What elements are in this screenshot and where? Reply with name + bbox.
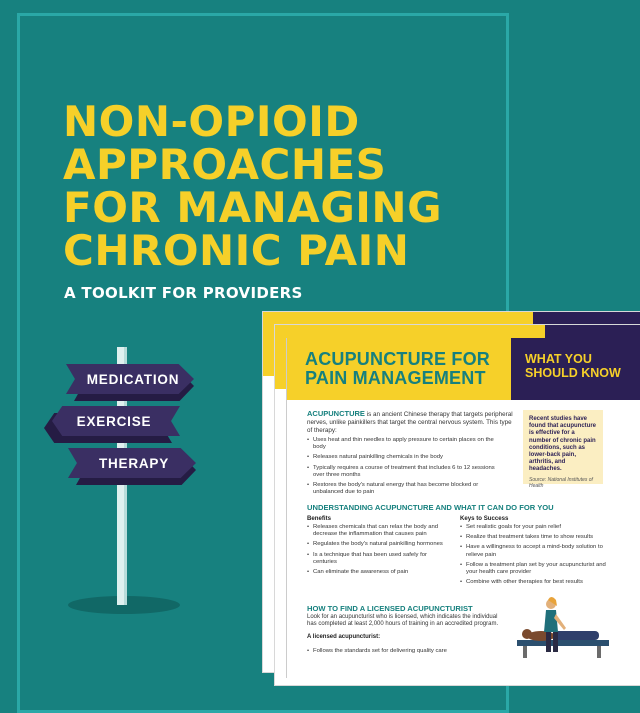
benefits-heading: Benefits <box>307 515 332 522</box>
list-item: • Releases chemicals that can relax the body and decrease the inflammation that causes pain <box>307 524 447 538</box>
sign-exercise <box>52 406 180 436</box>
callout-source: Source: National Institutes of Health <box>529 476 593 489</box>
list-item: • Releases natural painkilling chemicals in the body <box>307 454 507 461</box>
licensed-list <box>307 648 507 658</box>
doc-side-bar <box>511 338 640 400</box>
find-intro: Look for an acupuncturist who is licensed, which indicates the individual has completed at least 2,000 hours of training in an accredited program. <box>307 614 499 628</box>
list-item: • Restores the body's natural energy that has become blocked or unbalanced due to pain <box>307 482 507 496</box>
doc-title-line: PAIN MANAGEMENT <box>305 368 486 388</box>
acupuncture-document <box>287 338 640 678</box>
cover-title-line: FOR MANAGING <box>63 183 443 232</box>
doc-side-heading <box>525 352 621 380</box>
list-item: • Realize that treatment takes time to show results <box>460 534 610 541</box>
list-item: • Combine with other therapies for best results <box>460 579 610 586</box>
cover-title-line: APPROACHES <box>63 140 387 189</box>
list-item: • Uses heat and thin needles to apply pressure to certain places on the body <box>307 437 507 451</box>
benefits-list <box>307 524 447 579</box>
doc-title-bar <box>287 338 511 400</box>
cover-title-line: NON-OPIOID <box>63 97 360 146</box>
doc-title-line: ACUPUNCTURE FOR <box>305 349 490 369</box>
sign-label: THERAPY <box>98 455 170 471</box>
section-heading: UNDERSTANDING ACUPUNCTURE AND WHAT IT CAN DO FOR YOU <box>307 503 554 512</box>
list-item: • Regulates the body's natural painkilling hormones <box>307 541 447 548</box>
doc-intro <box>307 410 517 434</box>
sign-therapy <box>68 448 196 478</box>
intro-text: is an ancient Chinese therapy that targets peripheral nerves, unlike painkillers that target the central nervous system. This type of therapy: <box>307 411 513 434</box>
acupuncture-treatment-illustration <box>513 596 613 658</box>
list-item: • Typically requires a course of treatment that includes 6 to 12 sessions over three months <box>307 465 507 479</box>
callout-text: Recent studies have found that acupuncture is effective for a number of chronic pain conditions, such as lower-back pain, arthritis, and headaches. <box>529 416 596 473</box>
doc-side-heading-line: WHAT YOU <box>525 352 592 366</box>
cover-subtitle: A TOOLKIT FOR PROVIDERS <box>64 284 303 302</box>
sign-medication <box>66 364 194 394</box>
doc-side-heading-line: SHOULD KNOW <box>525 366 621 380</box>
sign-label: EXERCISE <box>76 413 152 429</box>
list-item: • Set realistic goals for your pain relief <box>460 524 610 531</box>
keys-heading: Keys to Success <box>460 515 509 522</box>
licensed-label: A licensed acupuncturist: <box>307 634 381 640</box>
list-item: • Is a technique that has been used safely for centuries <box>307 552 447 566</box>
cover-title-line: CHRONIC PAIN <box>63 226 410 275</box>
intro-bullets <box>307 437 507 499</box>
intro-keyword: ACUPUNCTURE <box>307 409 365 418</box>
list-item: • Follow a treatment plan set by your acupuncturist and your health care provider <box>460 562 610 576</box>
keys-list <box>460 524 610 589</box>
list-item: • Follows the standards set for delivering quality care <box>307 648 507 655</box>
sign-label: MEDICATION <box>86 371 180 387</box>
doc-title <box>305 350 490 388</box>
research-callout <box>523 410 603 489</box>
find-heading: HOW TO FIND A LICENSED ACUPUNCTURIST <box>307 604 473 613</box>
list-item: • Have a willingness to accept a mind-body solution to relieve pain <box>460 544 610 558</box>
list-item: • Can eliminate the awareness of pain <box>307 569 447 576</box>
cover-title <box>63 97 443 275</box>
